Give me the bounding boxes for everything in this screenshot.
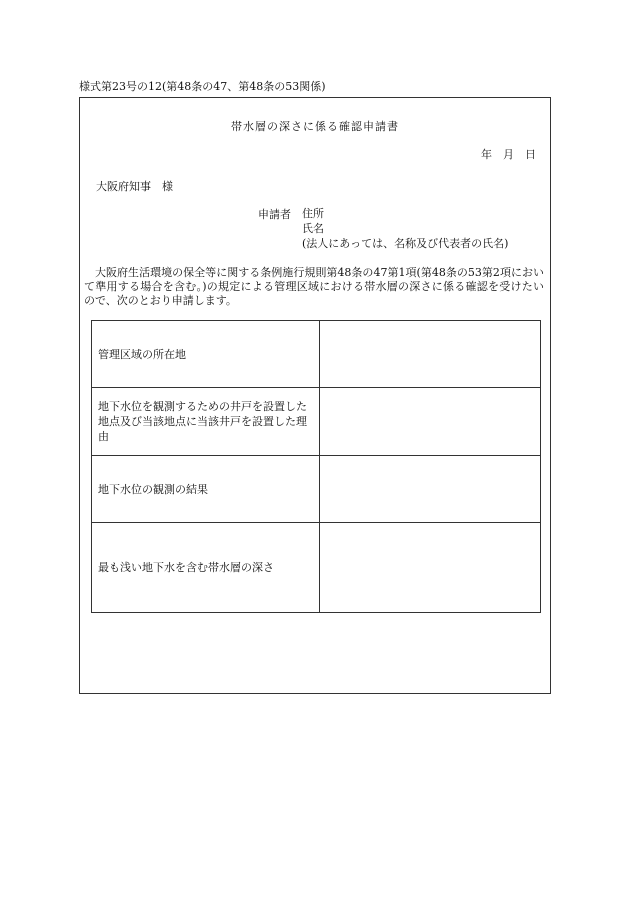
row-value-observation-result: [320, 456, 541, 523]
table-row: [92, 321, 541, 388]
table-row: [92, 523, 541, 613]
table-row: [92, 388, 541, 456]
name-label: 氏名: [302, 222, 324, 235]
application-form-frame: [79, 97, 551, 694]
row-label-location: 管理区域の所在地: [92, 321, 320, 388]
form-number: 様式第23号の12(第48条の47、第48条の53関係): [79, 80, 326, 93]
row-label-observation-result: 地下水位の観測の結果: [92, 456, 320, 523]
row-value-well-reason: [320, 388, 541, 456]
address-label: 住所: [302, 207, 324, 220]
row-label-well-reason: 地下水位を観測するための井戸を設置した地点及び当該地点に当該井戸を設置した理由: [92, 388, 320, 456]
row-value-location: [320, 321, 541, 388]
addressee: 大阪府知事 様: [96, 180, 173, 193]
applicant-label: 申請者: [258, 208, 291, 221]
document-title: 帯水層の深さに係る確認申請書: [231, 120, 399, 133]
row-value-aquifer-depth: [320, 523, 541, 613]
application-details-table: [91, 320, 541, 613]
table-row: [92, 456, 541, 523]
corporate-note: (法人にあっては、名称及び代表者の氏名): [302, 237, 509, 250]
date-line: 年 月 日: [481, 148, 536, 161]
applicant-fields: [302, 206, 508, 251]
row-label-aquifer-depth: 最も浅い地下水を含む帯水層の深さ: [92, 523, 320, 613]
application-statement: 大阪府生活環境の保全等に関する条例施行規則第48条の47第1項(第48条の53第2項において準用する場合を含む。)の規定による管理区域における帯水層の深さに係る確認を受けたいので、次のとおり申請します。: [84, 266, 544, 307]
